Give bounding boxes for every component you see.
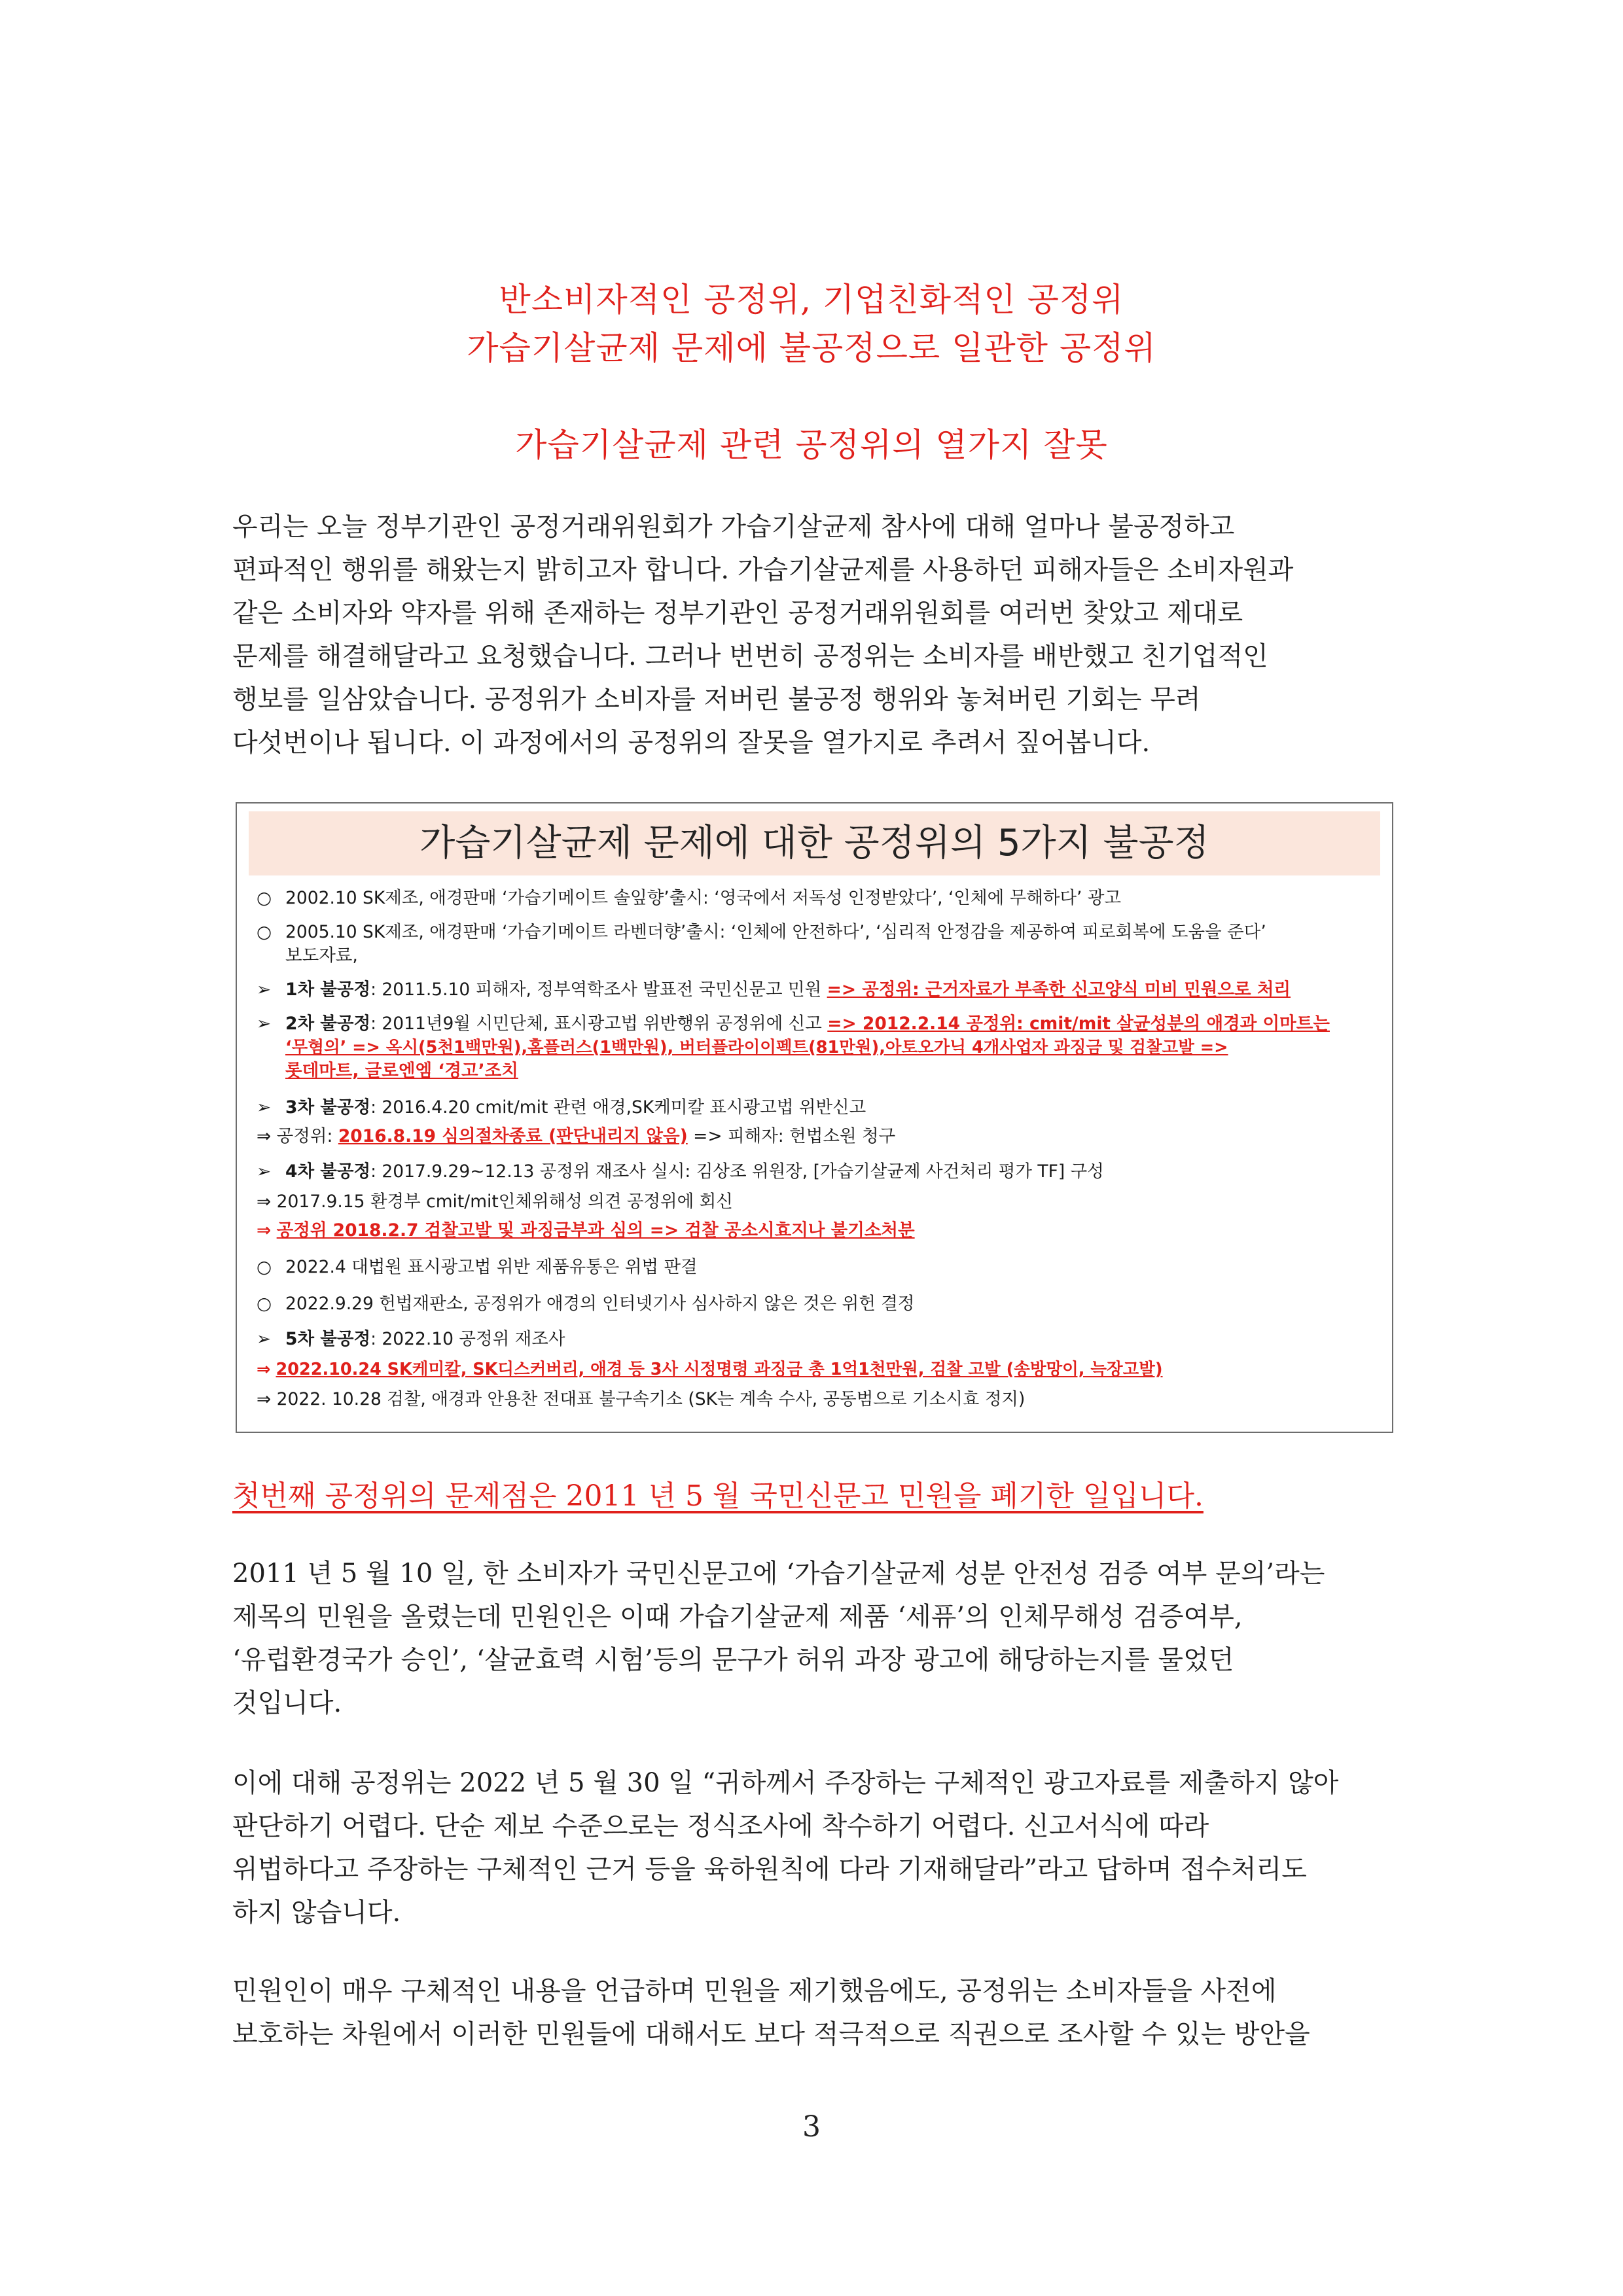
text-line: 위법하다고 주장하는 구체적인 근거 등을 육하원칙에 다라 기재해달라”라고 답하며 접수처리도	[232, 1854, 1307, 1884]
item-text: 공정위:	[276, 1126, 333, 1146]
item-text: 2005.10 SK제조, 애경판매 ‘가습기메이트 라벤더향’출시: ‘인체에 안전하다’, ‘심리적 안정감을 제공하여 피로회복에 도움을 준다’	[285, 922, 1266, 942]
item-highlight: 공정위 2018.2.7 검찰고발 및 과징금부과 심의 => 검찰 공소시효지나 불기소처분	[276, 1220, 915, 1241]
text-line: 행보를 일삼았습니다. 공정위가 소비자를 저버린 불공정 행위와 놓쳐버린 기회는 무려	[232, 684, 1201, 715]
implies-arrow-icon: ⇒	[257, 1192, 272, 1212]
item-text: : 2011년9월 시민단체, 표시광고법 위반행위 공정위에 신고	[370, 1014, 822, 1034]
text-line: 편파적인 행위를 해왔는지 밝히고자 합니다. 가습기살균제를 사용하던 피해자들은 소비자원과	[232, 555, 1294, 585]
item-highlight: 2016.8.19 심의절차종료 (판단내리지 않음)	[338, 1126, 688, 1146]
body-paragraph-1	[232, 1552, 1391, 1725]
item-text: 2017.9.15 환경부 cmit/mit인체위해성 의견 공정위에 회신	[276, 1192, 733, 1212]
text-line: 우리는 오늘 정부기관인 공정거래위원회가 가습기살균제 참사에 대해 얼마나 불공정하고	[232, 512, 1235, 542]
timeline-item	[257, 1255, 1374, 1280]
arrow-bullet-icon: ➢	[257, 1097, 272, 1118]
item-label: 2차 불공정	[285, 1014, 371, 1034]
text-line: 2011 년 5 월 10 일, 한 소비자가 국민신문고에 ‘가습기살균제 성분 안전성 검증 여부 문의’라는	[232, 1559, 1325, 1589]
text-line: 문제를 해결해달라고 요청했습니다. 그러나 번번히 공정위는 소비자를 배반했고 친기업적인	[232, 641, 1268, 671]
item-label: 3차 불공정	[285, 1097, 371, 1118]
timeline-figure	[236, 802, 1393, 1433]
sub-title: 가습기살균제 관련 공정위의 열가지 잘못	[515, 426, 1108, 464]
text-line: 보호하는 차원에서 이러한 민원들에 대해서도 보다 적극적으로 직권으로 조사할 수 있는 방안을	[232, 2019, 1310, 2049]
item-highlight: => 공정위: 근거자료가 부족한 신고양식 미비 민원으로 처리	[827, 980, 1291, 1000]
text-line: 이에 대해 공정위는 2022 년 5 월 30 일 “귀하께서 주장하는 구체적인 광고자료를 제출하지 않아	[232, 1768, 1339, 1798]
item-text: => 피해자: 헌법소원 청구	[693, 1126, 896, 1146]
implies-arrow-icon: ⇒	[257, 1126, 272, 1146]
arrow-bullet-icon: ➢	[257, 1161, 272, 1182]
text-line: 하지 않습니다.	[232, 1898, 401, 1928]
timeline-subitem	[257, 1190, 1374, 1214]
item-text: : 2017.9.29~12.13 공정위 재조사 실시: 김상조 위원장, [가습기살균제 사건처리 평가 TF] 구성	[370, 1161, 1104, 1182]
item-text: : 2022.10 공정위 재조사	[370, 1329, 565, 1349]
intro-paragraph	[232, 505, 1391, 764]
timeline-subitem	[257, 1218, 1374, 1243]
timeline-item	[257, 1095, 1374, 1120]
text-line: ‘유럽환경국가 승인’, ‘살균효력 시험’등의 문구가 허위 과장 광고에 해당하는지를 물었던	[232, 1645, 1234, 1675]
item-highlight-continuation: 롯데마트, 글로엔엠 ‘경고’조치	[285, 1061, 518, 1081]
item-continuation: 보도자료,	[285, 945, 358, 966]
main-title-line-1: 반소비자적인 공정위, 기업친화적인 공정위	[499, 281, 1124, 319]
text-line: 같은 소비자와 약자를 위해 존재하는 정부기관인 공정거래위원회를 여러번 찾았고 제대로	[232, 598, 1243, 628]
circle-bullet-icon: ○	[257, 1294, 272, 1314]
main-title-line-2: 가습기살균제 문제에 불공정으로 일관한 공정위	[467, 329, 1156, 367]
page-number: 3	[802, 2110, 821, 2144]
text-line: 제목의 민원을 올렸는데 민원인은 이때 가습기살균제 제품 ‘세퓨’의 인체무해성 검증여부,	[232, 1602, 1243, 1632]
implies-arrow-icon: ⇒	[257, 1360, 271, 1379]
text-line: 판단하기 어렵다. 단순 제보 수준으로는 정식조사에 착수하기 어렵다. 신고서식에 따라	[232, 1811, 1209, 1841]
item-highlight-continuation: ‘무혐의’ => 옥시(5천1백만원),홈플러스(1백만원), 버터플라이이펙트(81만원),아토오가닉 4개사업자 과징금 및 검찰고발 =>	[285, 1038, 1228, 1057]
item-text: 2022.9.29 헌법재판소, 공정위가 애경의 인터넷기사 심사하지 않은 것은 위헌 결정	[285, 1294, 915, 1314]
circle-bullet-icon: ○	[257, 922, 272, 942]
timeline-subitem	[257, 1387, 1374, 1412]
arrow-bullet-icon: ➢	[257, 1329, 272, 1349]
body-paragraph-3	[232, 1969, 1391, 2056]
circle-bullet-icon: ○	[257, 888, 272, 908]
text-line: 민원인이 매우 구체적인 내용을 언급하며 민원을 제기했음에도, 공정위는 소비자들을 사전에	[232, 1976, 1277, 2006]
timeline-item	[257, 886, 1374, 911]
item-text: 2022.4 대법원 표시광고법 위반 제품유통은 위법 판결	[285, 1257, 698, 1277]
item-highlight: => 2012.2.14 공정위: cmit/mit 살균성분의 애경과 이마트는	[827, 1014, 1330, 1034]
circle-bullet-icon: ○	[257, 1257, 272, 1277]
text-line: 다섯번이나 됩니다. 이 과정에서의 공정위의 잘못을 열가지로 추려서 짚어봅니다.	[232, 728, 1150, 758]
timeline-subitem	[257, 1124, 1374, 1149]
item-label: 4차 불공정	[285, 1161, 371, 1182]
timeline-subitem	[257, 1357, 1374, 1382]
timeline-item	[257, 1159, 1374, 1184]
timeline-item	[257, 920, 1374, 945]
body-paragraph-2	[232, 1761, 1391, 1934]
section-heading: 첫번째 공정위의 문제점은 2011 년 5 월 국민신문고 민원을 폐기한 일입니다.	[232, 1479, 1204, 1513]
timeline-item	[257, 1012, 1374, 1036]
item-label: 1차 불공정	[285, 980, 371, 1000]
timeline-item	[257, 1327, 1374, 1352]
timeline-item	[257, 978, 1374, 1002]
item-text: 2002.10 SK제조, 애경판매 ‘가습기메이트 솔잎향’출시: ‘영국에서 저독성 인정받았다’, ‘인체에 무해하다’ 광고	[285, 888, 1122, 908]
item-highlight: 2022.10.24 SK케미칼, SK디스커버리, 애경 등 3사 시정명령 과징금 총 1억1천만원, 검찰 고발 (송방망이, 늑장고발)	[276, 1360, 1163, 1379]
implies-arrow-icon: ⇒	[257, 1220, 272, 1241]
item-text: : 2011.5.10 피해자, 정부역학조사 발표전 국민신문고 민원	[370, 980, 822, 1000]
timeline-item	[257, 1292, 1374, 1316]
figure-title: 가습기살균제 문제에 대한 공정위의 5가지 불공정	[249, 811, 1380, 875]
implies-arrow-icon: ⇒	[257, 1389, 272, 1409]
item-label: 5차 불공정	[285, 1329, 371, 1349]
item-text: : 2016.4.20 cmit/mit 관련 애경,SK케미칼 표시광고법 위반신고	[370, 1097, 866, 1118]
arrow-bullet-icon: ➢	[257, 1014, 272, 1034]
item-text: 2022. 10.28 검찰, 애경과 안용찬 전대표 불구속기소 (SK는 계속 수사, 공동범으로 기소시효 정지)	[276, 1389, 1026, 1409]
arrow-bullet-icon: ➢	[257, 980, 272, 1000]
text-line: 것입니다.	[232, 1688, 342, 1718]
